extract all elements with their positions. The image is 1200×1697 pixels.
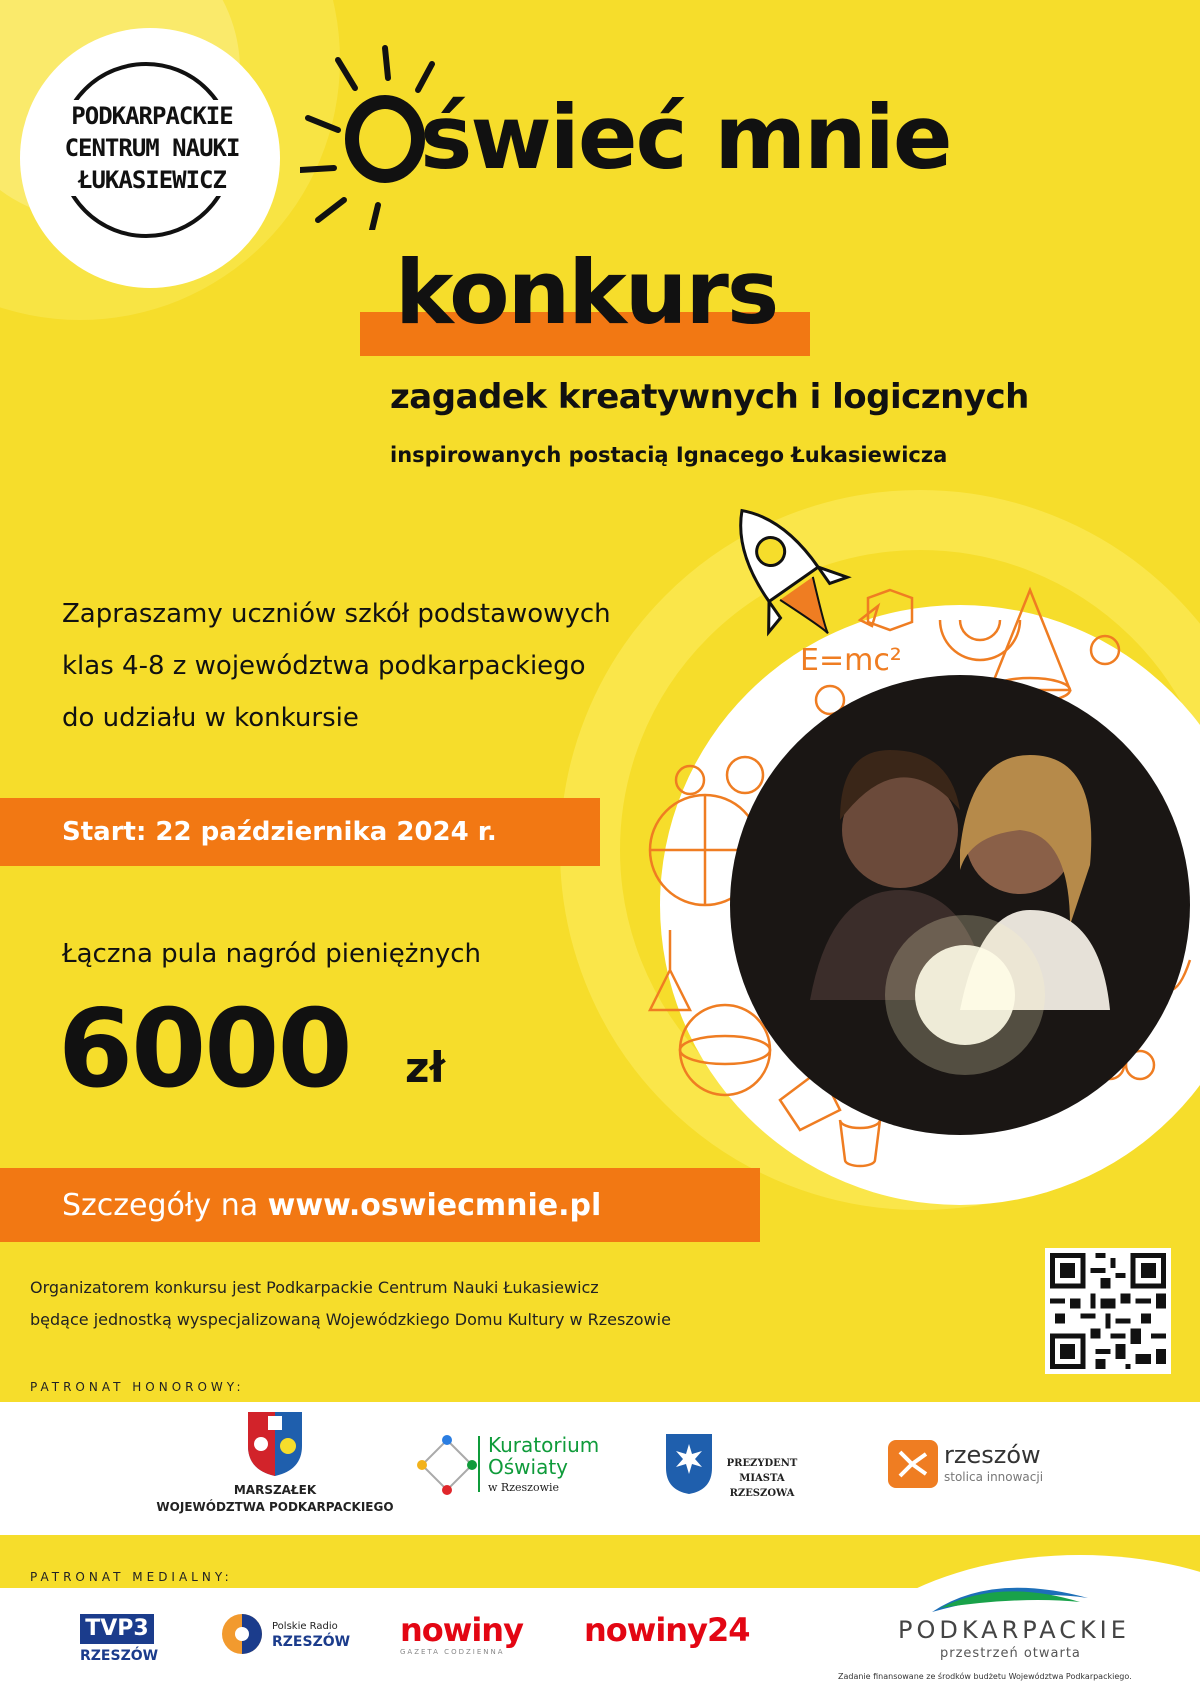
logo-line-2: CENTRUM NAUKI	[42, 132, 262, 164]
title-line-1: świeć mnie	[420, 86, 951, 189]
subtitle-2: inspirowanych postacią Ignacego Łukasiewicza	[390, 443, 948, 467]
kuratorium-line-2: Oświaty	[488, 1455, 569, 1479]
funding-footnote: Zadanie finansowane ze środków budżetu Województwa Podkarpackiego.	[838, 1672, 1132, 1681]
tvp-city: RZESZÓW	[80, 1648, 159, 1664]
podkarpackie-wave-icon	[930, 1578, 1090, 1614]
prezydent-line-1: PREZYDENT	[726, 1458, 798, 1469]
invitation	[62, 588, 611, 744]
details-prefix: Szczegóły na	[62, 1188, 268, 1223]
title-line-2: konkurs	[395, 241, 778, 344]
subtitle-1: zagadek kreatywnych i logicznych	[390, 377, 1029, 417]
tvp-logo: TVP3	[85, 1616, 149, 1641]
radio-city: RZESZÓW	[272, 1634, 351, 1650]
title-o-ring	[345, 95, 425, 183]
organizer-line-2: będące jednostką wyspecjalizowaną Wojewódzkiego Domu Kultury w Rzeszowie	[30, 1310, 671, 1329]
radio-name: Polskie Radio	[272, 1621, 338, 1632]
marszalek-label	[150, 1482, 400, 1516]
qr-code[interactable]	[1045, 1248, 1171, 1374]
organizer-info	[30, 1272, 880, 1336]
rzeszow-logo-icon	[888, 1440, 938, 1488]
illustration	[630, 580, 1200, 1220]
honorary-patronage-label: PATRONAT HONOROWY:	[30, 1380, 245, 1394]
rocket-icon	[695, 492, 875, 652]
coat-of-arms-icon	[246, 1410, 304, 1478]
kuratorium-icon	[416, 1434, 478, 1496]
invitation-line-3: do udziału w konkursie	[62, 703, 359, 733]
nowiny24-logo: nowiny24	[584, 1611, 750, 1649]
marszalek-line-2: WOJEWÓDZTWA PODKARPACKIEGO	[156, 1500, 394, 1514]
prize-label: Łączna pula nagród pieniężnych	[62, 939, 481, 969]
podkarpackie-tagline: przestrzeń otwarta	[940, 1646, 1081, 1661]
rzeszow-tagline: stolica innowacji	[944, 1470, 1044, 1484]
logo-line-3: ŁUKASIEWICZ	[42, 164, 262, 196]
kuratorium-name	[488, 1434, 599, 1478]
prezydent-label	[712, 1456, 812, 1501]
start-date: Start: 22 października 2024 r.	[62, 817, 497, 847]
kuratorium-line-3: w Rzeszowie	[488, 1481, 560, 1494]
prize-amount: 6000	[58, 987, 351, 1112]
logo-line-1: PODKARPACKIE	[42, 100, 262, 132]
invitation-line-1: Zapraszamy uczniów szkół podstawowych	[62, 599, 611, 629]
nowiny-tagline: GAZETA CODZIENNA	[400, 1648, 505, 1656]
nowiny-logo: nowiny	[400, 1611, 523, 1649]
organizer-line-1: Organizatorem konkursu jest Podkarpackie Centrum Nauki Łukasiewicz	[30, 1278, 599, 1297]
rzeszow-arms-icon	[664, 1432, 714, 1496]
details-text	[62, 1186, 601, 1226]
kuratorium-divider	[478, 1436, 480, 1492]
invitation-line-2: klas 4-8 z województwa podkarpackiego	[62, 651, 586, 681]
media-patronage-label: PATRONAT MEDIALNY:	[30, 1570, 233, 1584]
organization-logo	[42, 100, 262, 196]
marszalek-line-1: MARSZAŁEK	[233, 1483, 317, 1497]
radio-icon	[220, 1612, 264, 1656]
svg-text:E=mc²: E=mc²	[800, 643, 902, 678]
rzeszow-name: rzeszów	[944, 1441, 1041, 1469]
prize-currency: zł	[405, 1043, 446, 1092]
kuratorium-line-1: Kuratorium	[488, 1433, 600, 1457]
website-link[interactable]: www.oswiecmnie.pl	[267, 1188, 602, 1223]
podkarpackie-name: PODKARPACKIE	[898, 1616, 1130, 1644]
prezydent-line-2: MIASTA RZESZOWA	[729, 1473, 795, 1499]
